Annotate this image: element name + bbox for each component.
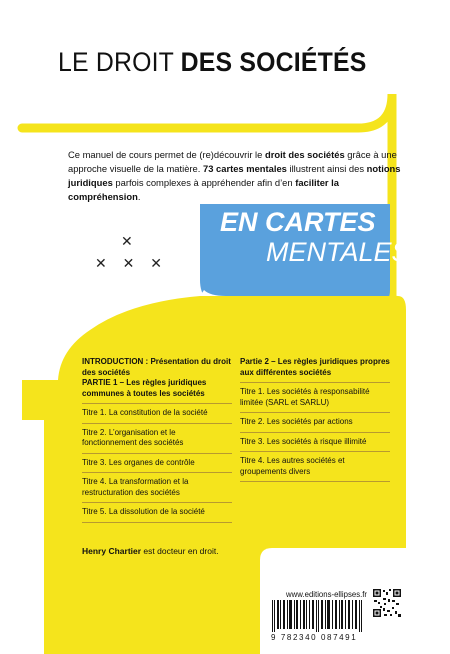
author-rest: est docteur en droit.: [141, 546, 219, 556]
intro-bold: faciliter la compréhension: [68, 177, 339, 202]
toc-item: Titre 2. L’organisation et le fonctionnement des sociétés: [82, 427, 184, 447]
toc-right-column: [240, 357, 390, 486]
toc-intro-heading: INTRODUCTION : Présentation du droit des sociétés: [82, 357, 231, 377]
toc-item: Titre 1. Les sociétés à responsabilité limitée (SARL et SARLU): [240, 387, 370, 407]
toc-divider: [240, 412, 390, 413]
toc-item: Titre 3. Les organes de contrôle: [82, 457, 195, 467]
toc-part2-heading: Partie 2 – Les règles juridiques propres aux différentes sociétés: [240, 357, 390, 377]
toc-divider: [82, 502, 232, 503]
intro-text: illustrent ainsi des: [286, 163, 367, 174]
book-title-part1: LE DROIT: [58, 47, 181, 77]
toc-item: Titre 2. Les sociétés par actions: [240, 417, 353, 426]
toc-divider: [82, 403, 232, 404]
toc-divider: [240, 382, 390, 383]
toc-divider: [82, 472, 232, 473]
isbn-number: 9 782340 087491: [271, 633, 358, 642]
yellow-corner-round: [22, 420, 44, 654]
toc-left-column: [82, 357, 232, 527]
cross-row-1: ✕: [121, 233, 133, 249]
toc-item: Titre 4. Les autres sociétés et groupements divers: [240, 456, 345, 476]
toc-divider: [82, 453, 232, 454]
toc-item: Titre 3. Les sociétés à risque illimité: [240, 436, 367, 446]
decorative-crosses: [95, 230, 168, 274]
intro-text: grâce à une approche visuelle de la matière.: [68, 149, 397, 174]
badge-en: EN: [220, 207, 258, 237]
intro-text: Ce manuel de cours permet de (re)découvrir le: [68, 149, 265, 160]
qr-code-icon: [372, 588, 402, 618]
cross-row-2: ✕ ✕ ✕: [95, 255, 168, 271]
intro-bold: droit des sociétés: [264, 149, 345, 160]
intro-text: parfois complexes à appréhender afin d’en: [112, 177, 296, 188]
badge-line-1: [200, 207, 396, 237]
toc-divider: [82, 423, 232, 424]
publisher-url[interactable]: www.editions-ellipses.fr: [286, 590, 368, 599]
intro-text: .: [137, 191, 141, 202]
book-title: [58, 47, 366, 78]
barcode-icon: [268, 598, 368, 632]
toc-part1-heading: PARTIE 1 – Les règles juridiques communes à toutes les sociétés: [82, 378, 207, 398]
intro-paragraph: [68, 148, 408, 204]
toc-item: Titre 1. La constitution de la société: [82, 408, 208, 417]
author-bio: [82, 546, 219, 556]
badge-cartes: CARTES: [257, 207, 376, 237]
author-name: Henry Chartier: [82, 546, 142, 556]
toc-item: Titre 4. La transformation et la restructuration des sociétés: [82, 477, 189, 497]
toc-divider: [240, 481, 390, 482]
toc-divider: [82, 522, 232, 523]
toc-divider: [240, 451, 390, 452]
toc-item: Titre 5. La dissolution de la société: [82, 507, 205, 516]
badge-line-2: MENTALES: [266, 237, 410, 267]
intro-bold: notions juridiques: [68, 163, 401, 188]
cartes-mentales-badge: [200, 207, 410, 267]
toc-divider: [240, 432, 390, 433]
intro-bold: 73 cartes mentales: [202, 163, 287, 174]
book-title-part2: DES SOCIÉTÉS: [180, 47, 367, 77]
